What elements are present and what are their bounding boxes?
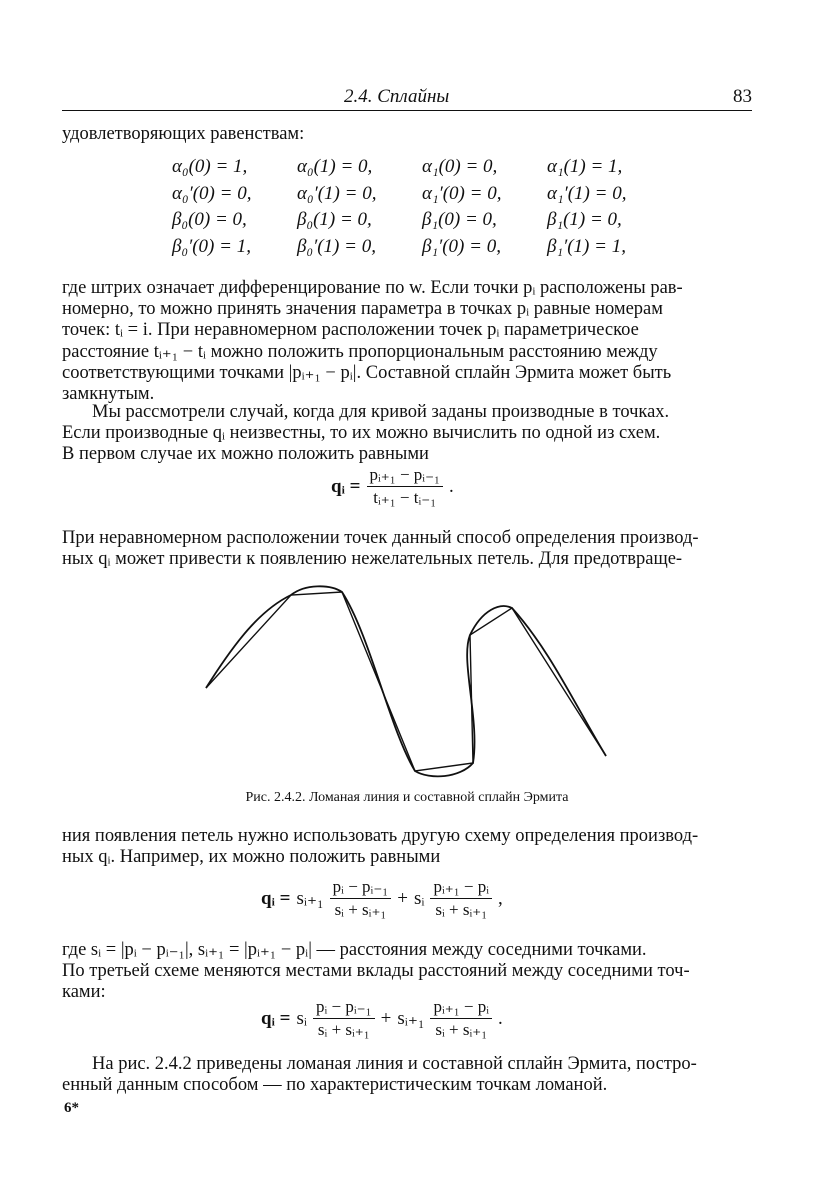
coefficient: sᵢ bbox=[296, 1007, 308, 1029]
text-line: По третьей схеме меняются местами вклады расстояний между соседними точ- bbox=[62, 961, 690, 982]
page-number: 83 bbox=[733, 86, 752, 107]
denominator: sᵢ + sᵢ₊₁ bbox=[435, 1020, 488, 1039]
paragraph-6 bbox=[62, 1054, 752, 1096]
condition-row bbox=[172, 209, 672, 236]
formula-3 bbox=[258, 996, 506, 1041]
numerator: pᵢ₊₁ − pᵢ bbox=[430, 996, 492, 1019]
formula-lhs: qᵢ = bbox=[331, 475, 361, 497]
text-line: енный данным способом — по характеристическим точкам ломаной. bbox=[62, 1075, 608, 1096]
coefficient: sᵢ₊₁ bbox=[397, 1008, 425, 1029]
condition: α₀(1) = 0, bbox=[297, 156, 373, 177]
text-line: Если производные qᵢ неизвестны, то их можно вычислить по одной из схем. bbox=[62, 423, 661, 444]
condition: α₁(0) = 0, bbox=[422, 156, 498, 177]
running-head bbox=[62, 84, 752, 111]
condition: β₀(1) = 0, bbox=[297, 209, 372, 230]
text-line: где штрих означает дифференцирование по w. Если точки pᵢ расположены рав- bbox=[62, 278, 683, 298]
condition: α₀(0) = 1, bbox=[172, 156, 248, 177]
plus-operator: + bbox=[380, 1007, 392, 1029]
condition-row bbox=[172, 183, 672, 210]
condition: β₀′(1) = 0, bbox=[297, 235, 376, 257]
numerator: pᵢ − pᵢ₋₁ bbox=[330, 876, 392, 899]
formula-1 bbox=[328, 464, 457, 509]
paragraph-5 bbox=[62, 940, 752, 1004]
formula-lhs: qᵢ = bbox=[261, 887, 291, 909]
condition: α₀′(1) = 0, bbox=[297, 182, 377, 204]
condition: β₁′(0) = 0, bbox=[422, 235, 501, 257]
text-line: На рис. 2.4.2 приведены ломаная линия и составной сплайн Эрмита, постро- bbox=[92, 1054, 697, 1074]
numerator: pᵢ₊₁ − pᵢ bbox=[430, 876, 492, 899]
condition-row bbox=[172, 236, 672, 263]
paragraph-3 bbox=[62, 528, 752, 570]
paragraph-4 bbox=[62, 826, 752, 868]
coefficient: sᵢ₊₁ bbox=[296, 888, 324, 909]
fraction bbox=[430, 996, 492, 1041]
text-line: где sᵢ = |pᵢ − pᵢ₋₁|, sᵢ₊₁ = |pᵢ₊₁ − pᵢ| — расстояния между соседними точками. bbox=[62, 940, 647, 960]
section-title: 2.4. Сплайны bbox=[344, 86, 450, 107]
text-line: соответствующими точками |pᵢ₊₁ − pᵢ|. Составной сплайн Эрмита может быть bbox=[62, 362, 672, 383]
text-line: ния появления петель нужно использовать другую схему определения производ- bbox=[62, 826, 699, 846]
denominator: sᵢ + sᵢ₊₁ bbox=[317, 1020, 370, 1039]
denominator: tᵢ₊₁ − tᵢ₋₁ bbox=[373, 488, 437, 507]
fraction bbox=[367, 464, 443, 509]
spline-figure bbox=[190, 580, 620, 780]
condition: β₁′(1) = 1, bbox=[547, 235, 626, 257]
formula-tail: . bbox=[498, 1007, 503, 1029]
formula-lhs: qᵢ = bbox=[261, 1007, 291, 1029]
text-line: Мы рассмотрели случай, когда для кривой заданы производные в точках. bbox=[92, 402, 670, 422]
formula-2 bbox=[258, 876, 506, 921]
intro-paragraph bbox=[62, 124, 752, 145]
text-line: расстояние tᵢ₊₁ − tᵢ можно положить пропорциональным расстоянию между bbox=[62, 341, 658, 362]
formula-tail: . bbox=[448, 475, 454, 497]
paragraph-2 bbox=[62, 402, 752, 466]
text-line: При неравномерном расположении точек данный способ определения производ- bbox=[62, 528, 699, 548]
condition: β₀(0) = 0, bbox=[172, 209, 247, 230]
condition: β₁(1) = 0, bbox=[547, 209, 622, 230]
fraction bbox=[330, 876, 392, 921]
formula-tail: , bbox=[498, 887, 503, 909]
condition: α₁(1) = 1, bbox=[547, 156, 623, 177]
coefficient: sᵢ bbox=[413, 887, 425, 909]
plus-operator: + bbox=[397, 887, 408, 909]
text-line: В первом случае их можно положить равными bbox=[62, 444, 429, 465]
denominator: sᵢ + sᵢ₊₁ bbox=[334, 900, 387, 919]
text-line: замкнутым. bbox=[62, 383, 155, 404]
text-line: точек: tᵢ = i. При неравномерном расположении точек pᵢ параметрическое bbox=[62, 320, 639, 341]
text-line: ных qᵢ может привести к появлению нежелательных петель. Для предотвраще- bbox=[62, 549, 683, 570]
denominator: sᵢ + sᵢ₊₁ bbox=[435, 900, 488, 919]
paragraph-1 bbox=[62, 278, 752, 405]
boundary-conditions bbox=[172, 156, 672, 262]
text-line: ных qᵢ. Например, их можно положить равными bbox=[62, 847, 441, 868]
condition: β₀′(0) = 1, bbox=[172, 235, 251, 257]
figure-caption: Рис. 2.4.2. Ломаная линия и составной сплайн Эрмита bbox=[245, 790, 569, 805]
condition: α₁′(1) = 0, bbox=[547, 182, 627, 204]
numerator: pᵢ₊₁ − pᵢ₋₁ bbox=[367, 464, 443, 487]
signature-mark: 6* bbox=[64, 1100, 79, 1116]
text-line: удовлетворяющих равенствам: bbox=[62, 124, 305, 144]
condition: α₁′(0) = 0, bbox=[422, 182, 502, 204]
condition: α₀′(0) = 0, bbox=[172, 182, 252, 204]
polyline bbox=[206, 592, 606, 771]
fraction bbox=[430, 876, 492, 921]
condition: β₁(0) = 0, bbox=[422, 209, 497, 230]
fraction bbox=[313, 996, 375, 1041]
numerator: pᵢ − pᵢ₋₁ bbox=[313, 996, 375, 1019]
text-line: ками: bbox=[62, 982, 106, 1003]
text-line: номерно, то можно принять значения параметра в точках pᵢ равные номерам bbox=[62, 299, 663, 320]
condition-row bbox=[172, 156, 672, 183]
